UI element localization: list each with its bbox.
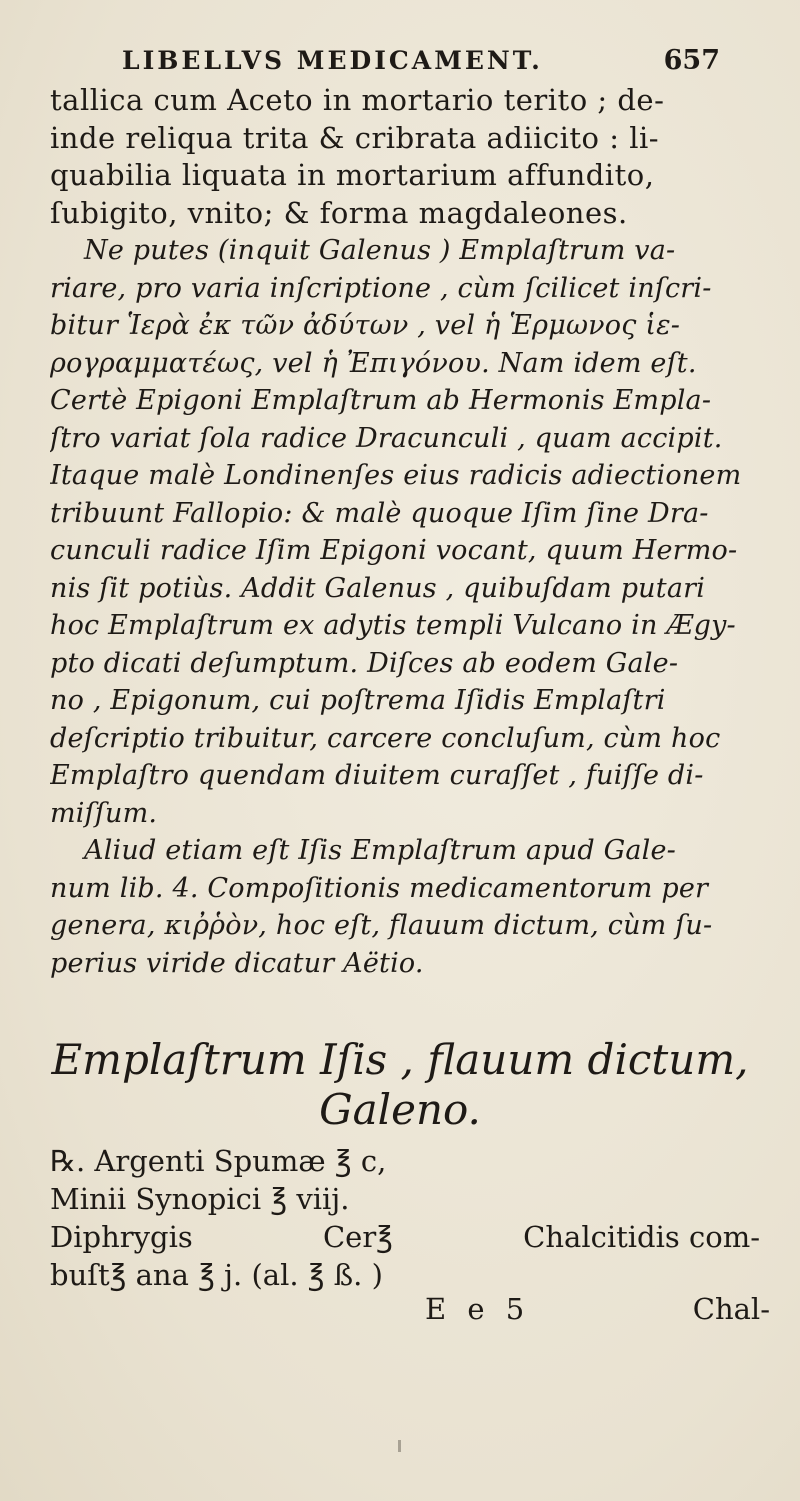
- signature-mark: E e 5: [425, 1292, 531, 1326]
- recipe-ingredient: Diphrygis: [50, 1220, 193, 1254]
- running-head-title: LIBELLVS MEDICAMENT.: [122, 46, 543, 75]
- recipe-list: [50, 1142, 760, 1294]
- page-footer: [0, 1292, 800, 1332]
- heading-line-1: Emplaſtrum Iſis , flauum dictum,: [51, 1035, 749, 1084]
- text-line: miſſum.: [50, 797, 158, 829]
- text-line: deſcriptio tribuitur, carcere concluſum, cùm hoc: [50, 722, 721, 754]
- catchword: Chal-: [692, 1292, 770, 1326]
- text-line: genera, κιῤῥὸν, hoc eſt, flauum dictum, cùm ſu-: [50, 910, 713, 941]
- heading-line-2: Galeno.: [319, 1085, 481, 1134]
- text-line: ſubigito, vnito; & forma magdaleones.: [50, 195, 628, 230]
- text-line: pto dicati deſumptum. Diſces ab eodem Gale-: [50, 647, 679, 679]
- text-line: Aliud etiam eſt Iſis Emplaſtrum apud Gale-: [84, 835, 676, 866]
- recipe-line: [50, 1218, 760, 1256]
- recipe-ingredient: Minii Synopici ℥ viij.: [50, 1182, 350, 1216]
- text-line: ſtro variat ſola radice Dracunculi , quam accipit.: [50, 422, 723, 454]
- recipe-line: [50, 1256, 760, 1294]
- text-line: quabilia liquata in mortarium affundito,: [50, 158, 655, 192]
- text-line: num lib. 4. Compoſitionis medicamentorum per: [50, 872, 709, 904]
- text-line: Emplaſtro quendam diuitem curaſſet , fuiſſe di-: [50, 760, 704, 791]
- recipe-ingredient: Chalcitidis com-: [523, 1220, 760, 1254]
- text-line: cunculi radice Iſim Epigoni vocant, quum Hermo-: [50, 535, 738, 566]
- recipe-line: [50, 1180, 760, 1218]
- text-line: nis ſit potiùs. Addit Galenus , quibuſdam putari: [50, 572, 706, 604]
- running-head: [122, 45, 720, 79]
- text-line: riare, pro varia inſcriptione , cùm ſcilicet inſcri-: [50, 272, 712, 304]
- text-line: tribuunt Fallopio: & malè quoque Iſim ſine Dra-: [50, 497, 709, 529]
- text-line: hoc Emplaſtrum ex adytis templi Vulcano in Ægy-: [50, 610, 736, 641]
- text-line: Certè Epigoni Emplaſtrum ab Hermonis Empla-: [50, 385, 712, 416]
- text-line: perius viride dicatur Aëtio.: [50, 947, 424, 979]
- ink-speck: [398, 1440, 401, 1452]
- text-line: tallica cum Aceto in mortario terito ; de-: [50, 83, 665, 117]
- page-number: 657: [663, 45, 720, 76]
- recipe-ingredient: Cer℥: [322, 1220, 393, 1254]
- text-line: inde reliqua trita & cribrata adiicito : li-: [50, 120, 660, 155]
- text-line: ρογραμματέως, vel ἡ Ἐπιγόνου. Nam idem eſt.: [50, 347, 697, 379]
- text-line: Itaque malè Londinenſes eius radicis adiectionem: [50, 460, 742, 491]
- recipe-ingredient: buſt℥ ana ℥ j. (al. ℥ ß. ): [50, 1258, 383, 1292]
- section-heading: [0, 1035, 800, 1135]
- recipe-line: [50, 1142, 760, 1180]
- text-line: no , Epigonum, cui poſtrema Iſidis Emplaſtri: [50, 685, 666, 716]
- recipe-ingredient: ℞. Argenti Spumæ ℥ c,: [50, 1144, 387, 1178]
- body-text: [50, 82, 790, 982]
- text-line: bitur Ἱερὰ ἐκ τῶν ἀδύτων , vel ἡ Ἑρμωνος ἱε-: [50, 310, 681, 341]
- text-line: Ne putes (inquit Galenus ) Emplaſtrum va-: [84, 235, 676, 266]
